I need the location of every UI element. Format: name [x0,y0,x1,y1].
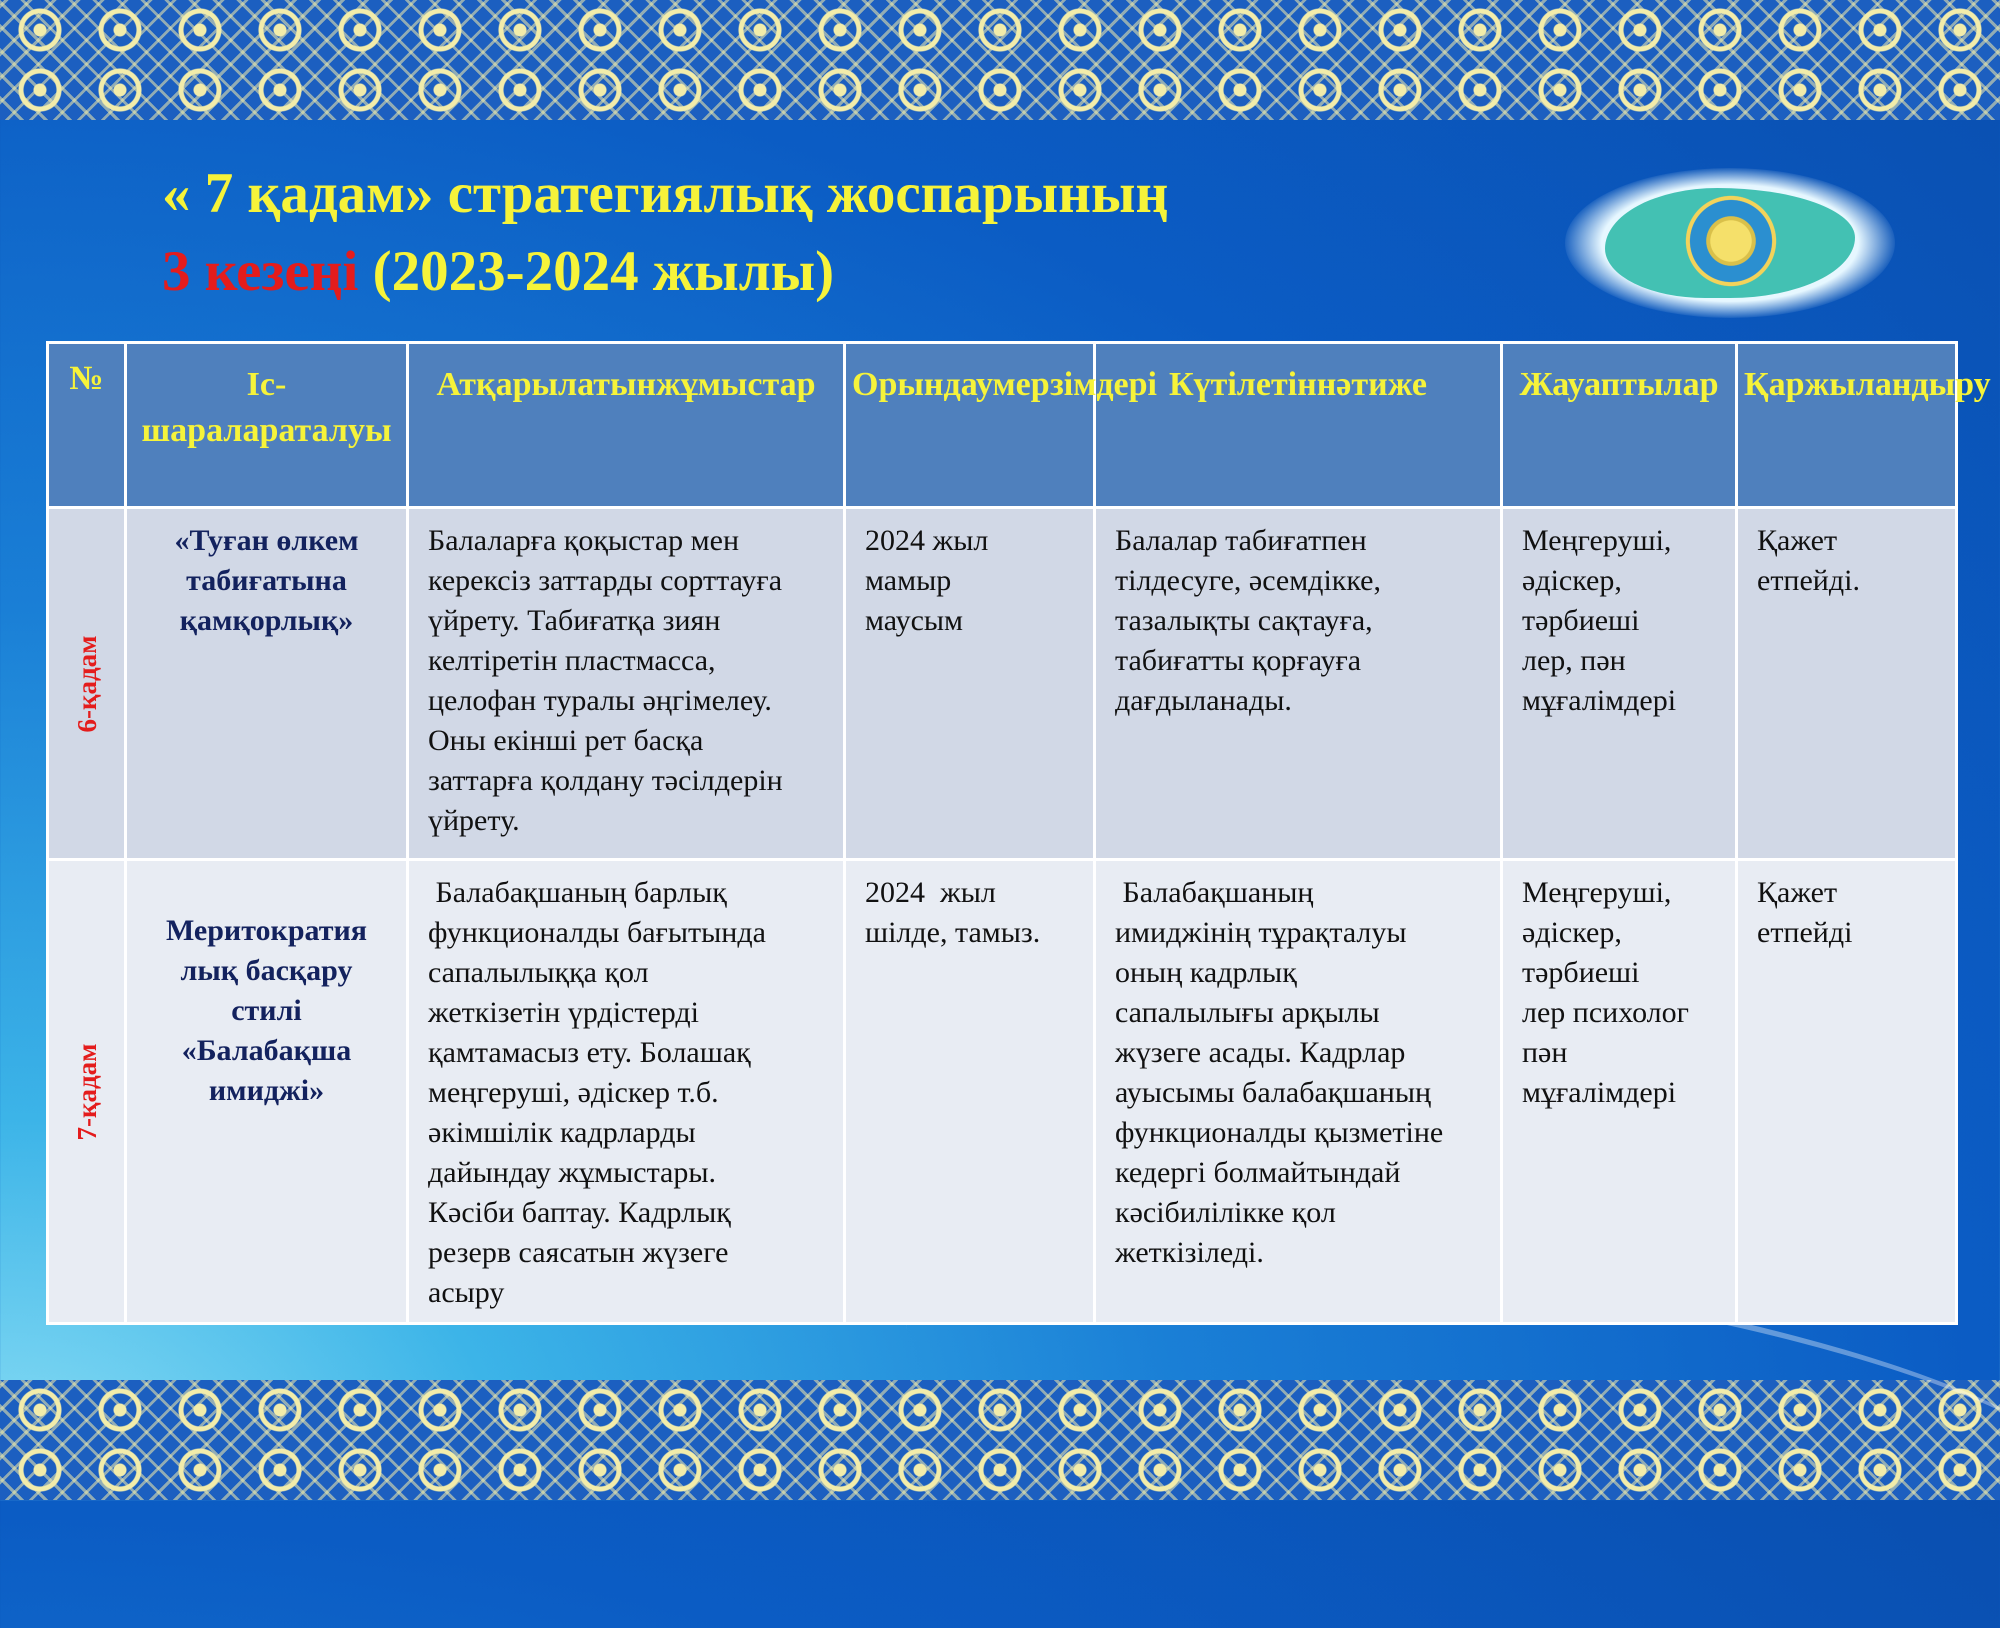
strategy-plan-table [46,341,1991,1325]
responsible-cell: Меңгеруші, әдіскер, тәрбиеші лер, пән мұғалімдері [1502,508,1737,860]
event-name-cell: «Туған өлкем табиғатына қамқорлық» [126,508,408,860]
header-responsible: Жауаптылар [1502,343,1737,508]
title-stage: 3 кезеңі [162,240,359,303]
top-ornament-border [0,0,2000,120]
title-years: (2023-2024 жылы) [358,240,835,303]
title-line-2 [162,233,1412,311]
result-cell: Балабақшаның имиджінің тұрақталуы оның кадрлық сапалылығы арқылы жүзеге асады. Кадрлар ауысымы балабақшаның функционалды қызметіне кедергі болмайтындай кәсібилілікке қол жеткізіледі. [1095,860,1502,1324]
table-header-row [48,343,1957,508]
table-row [48,508,1957,860]
sun-emblem-icon [1683,193,1779,289]
kazakhstan-map-emblem-icon [1565,168,1895,318]
header-result: Күтілетіннәтиже [1095,343,1502,508]
result-cell: Балалар табиғатпен тілдесуге, әсемдікке, тазалықты сақтауға, табиғатты қорғауға дағдыланады. [1095,508,1502,860]
header-works: Атқарылатынжұмыстар [408,343,845,508]
header-funding: Қаржыландыру [1737,343,1957,508]
step-label: 6-қадам [71,634,102,733]
deadline-cell: 2024 жыл мамыр маусым [845,508,1095,860]
step-cell [48,860,126,1324]
funding-cell: Қажет етпейді. [1737,508,1957,860]
header-deadline: Орындаумерзімдері [845,343,1095,508]
deadline-cell: 2024 жыл шілде, тамыз. [845,860,1095,1324]
event-name-cell: Меритократия лық басқару стилі «Балабақша имиджі» [126,860,408,1324]
header-number: № [48,343,126,508]
step-label: 7-қадам [71,1042,102,1141]
works-cell: Балаларға қоқыстар мен керексіз заттарды сорттауға үйрету. Табиғатқа зиян келтіретін пластмасса, целофан туралы әңгімелеу. Оны екінші рет басқа заттарға қолдану тәсілдерін үйрету. [408,508,845,860]
responsible-cell: Меңгеруші, әдіскер, тәрбиеші лер психолог пән мұғалімдері [1502,860,1737,1324]
works-cell: Балабақшаның барлық функционалды бағытында сапалылыққа қол жеткізетін үрдістерді қамтамасыз ету. Болашақ меңгеруші, әдіскер т.б. әкімшілік кадрларды дайындау жұмыстары. Кәсіби баптау. Кадрлық резерв саясатын жүзеге асыру [408,860,845,1324]
funding-cell: Қажет етпейді [1737,860,1957,1324]
slide-title [162,155,1412,311]
title-line-1: « 7 қадам» стратегиялық жоспарының [162,162,1169,225]
step-cell [48,508,126,860]
table-row [48,860,1957,1324]
header-event-name: Іс-шаралараталуы [126,343,408,508]
